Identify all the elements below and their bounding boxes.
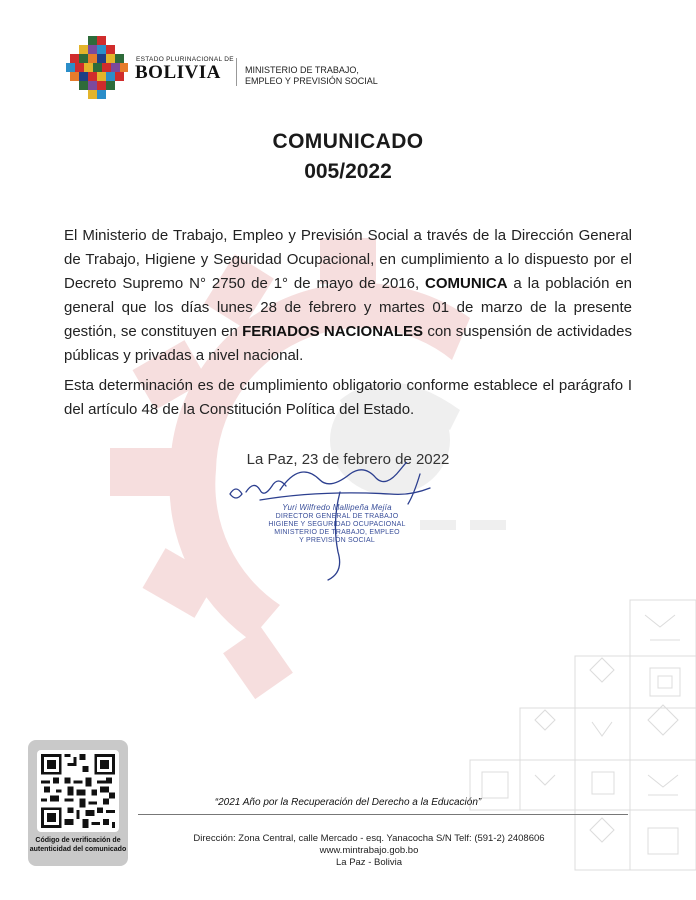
stamp-name: Yuri Wilfredo Mallipeña Mejía [282, 503, 392, 512]
document-title: COMUNICADO [272, 130, 424, 153]
qr-code[interactable] [37, 750, 119, 832]
footer-address-block [138, 833, 600, 869]
qr-caption-line1: Código de verificación de [35, 837, 121, 844]
paragraph-2: Esta determinación es de cumplimiento obligatorio conforme establece el parágrafo I del artículo 48 de la Constitución Política del Estado. [64, 377, 632, 418]
ministry-name-line2: EMPLEO Y PREVISIÓN SOCIAL [245, 76, 378, 86]
document-body [64, 224, 632, 428]
footer-website-link[interactable]: www.mintrabajo.gob.bo [319, 845, 419, 856]
footer-divider [138, 814, 628, 815]
document-number: 005/2022 [304, 160, 392, 183]
coat-of-arms-mosaic-logo [66, 36, 128, 100]
p1-text-a: El Ministerio de Trabajo, Empleo y Previsión Social a través de la Dirección General de Trabajo, Higiene y Seguridad Ocupacional, en cumplimiento a lo dispuesto por el Decreto Supremo N° 2750 de 1° de mayo de 2016, [64, 227, 632, 292]
paragraph-1 [64, 224, 632, 368]
estado-plurinacional-label: ESTADO PLURINACIONAL DE [136, 56, 234, 63]
p1-text-b: a la población en general que los días lunes 28 de febrero y martes 01 de marzo de la presente gestión, se constituyen en [64, 275, 633, 340]
qr-caption [28, 836, 128, 854]
footer-city: La Paz - Bolivia [335, 857, 402, 868]
ministry-name-line1: MINISTERIO DE TRABAJO, [245, 65, 359, 75]
official-stamp [262, 504, 412, 545]
bolivia-wordmark: BOLIVIA [135, 62, 221, 83]
p1-text-c: con suspensión de actividades públicas y privadas a nivel nacional. [64, 323, 632, 364]
stamp-line3: MINISTERIO DE TRABAJO, EMPLEO [274, 529, 400, 536]
document-date: La Paz, 23 de febrero de 2022 [246, 451, 450, 468]
stamp-line1: DIRECTOR GENERAL DE TRABAJO [275, 513, 399, 520]
stamp-line2: HIGIENE Y SEGURIDAD OCUPACIONAL [268, 521, 406, 528]
stamp-line4: Y PREVISIÓN SOCIAL [299, 537, 375, 544]
qr-caption-line2: autenticidad del comunicado [29, 846, 127, 853]
p1-bold-feriados: FERIADOS NACIONALES [242, 323, 424, 340]
footer-address: Dirección: Zona Central, calle Mercado - esq. Yanacocha S/N Telf: (591-2) 2408606 [193, 833, 545, 844]
p1-bold-comunica: COMUNICA [425, 275, 508, 292]
header-divider [236, 58, 237, 86]
footer-motto: “2021 Año por la Recuperación del Derecho a la Educación” [214, 797, 482, 808]
